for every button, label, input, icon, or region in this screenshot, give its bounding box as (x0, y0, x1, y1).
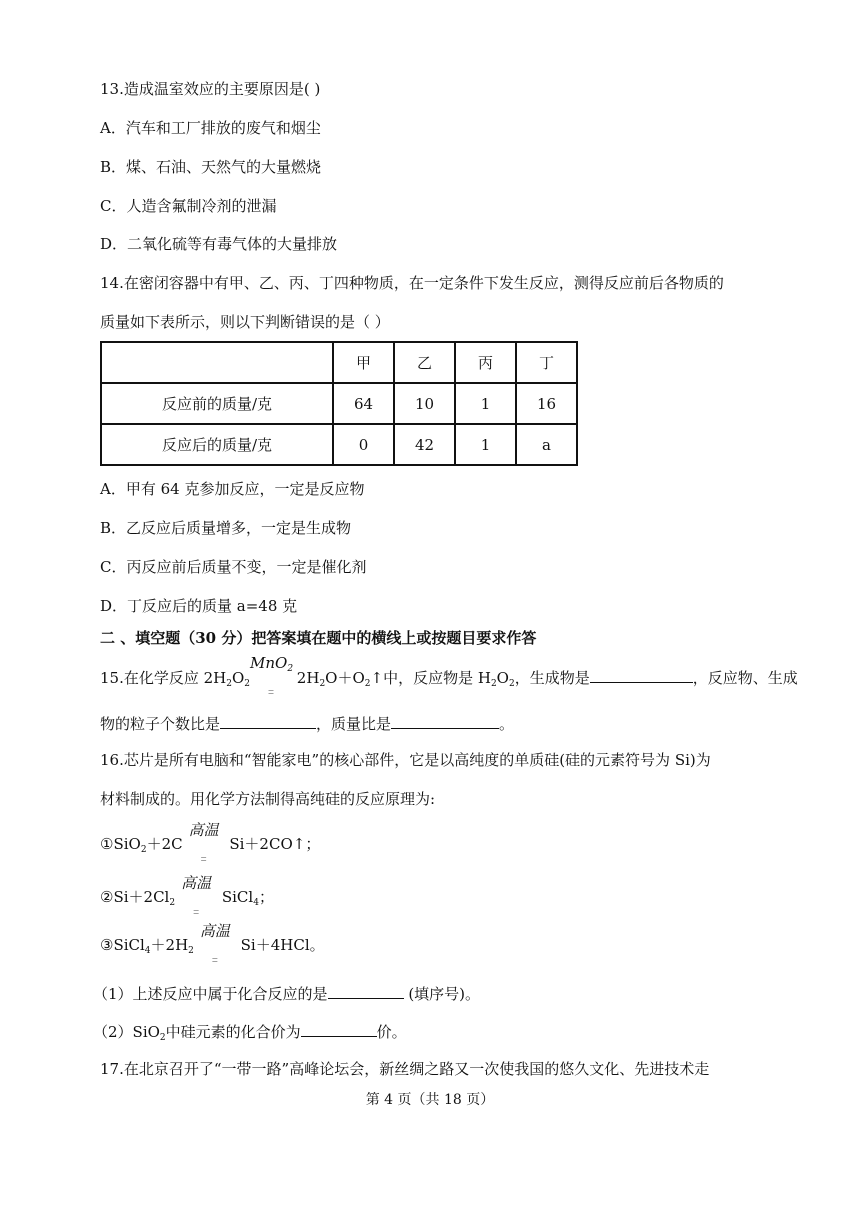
table-cell: 反应前的质量/克 (101, 383, 333, 424)
q14-option-b: B．乙反应后质量增多，一定是生成物 (100, 519, 352, 537)
table-header-cell: 乙 (394, 342, 455, 383)
q14-option-c: C．丙反应前后质量不变，一定是催化剂 (100, 558, 367, 576)
table-cell: 16 (516, 383, 577, 424)
reaction-1: ①SiO$_2$＋2C 高温 _ ‾ Si＋2CO↑； (100, 821, 321, 871)
q13-option-a: A．汽车和工厂排放的废气和烟尘 (100, 119, 321, 137)
reaction-condition: 高温 _ ‾ (181, 874, 212, 924)
reaction-condition: 高温 _ ‾ (199, 922, 230, 972)
reaction-2: $②Si+2Cl_2$ 高温 _ ‾ SiCl$_4$； (100, 874, 274, 924)
table-cell: 42 (394, 424, 455, 465)
q15-line1: 15.在化学反应 $2H_2O_2$ MnO$_2$ _ ‾ $2H_2O+O_2↑$中，反应物是 $H_2O_2$，生成物是 ，反应物、生成 (100, 654, 798, 704)
q13-stem: 13.造成温室效应的主要原因是( ) (100, 80, 321, 98)
q16-sub-2: （2）SiO$_2$中硅元素的化合价为 价。 (93, 1023, 407, 1043)
mass-table (100, 341, 578, 466)
products-blank[interactable] (590, 667, 693, 683)
q17-stem: 17.在北京召开了“一带一路”高峰论坛会，新丝绸之路又一次使我国的悠久文化、先进技术走 (100, 1060, 710, 1078)
table-cell: 0 (333, 424, 394, 465)
table-row (101, 383, 577, 424)
table-header-cell: 丙 (455, 342, 516, 383)
table-cell: 1 (455, 383, 516, 424)
table-header-cell: 丁 (516, 342, 577, 383)
table-header-cell: 甲 (333, 342, 394, 383)
table-header-row (101, 342, 577, 383)
q16-sub-1: （1）上述反应中属于化合反应的是 (填序号)。 (93, 985, 481, 1003)
q14-option-a: A．甲有 64 克参加反应，一定是反应物 (100, 480, 365, 498)
valence-blank[interactable] (301, 1021, 377, 1037)
particle-ratio-blank[interactable] (220, 713, 316, 729)
q13-option-b: B．煤、石油、天然气的大量燃烧 (100, 158, 322, 176)
table-header-cell (101, 342, 333, 383)
q13-option-c: C．人造含氟制冷剂的泄漏 (100, 197, 277, 215)
q16-stem-line1: 16.芯片是所有电脑和“智能家电”的核心部件，它是以高纯度的单质硅(硅的元素符号为 Si)为 (100, 751, 711, 769)
reaction-condition: MnO$_2$ _ ‾ (250, 654, 294, 704)
table-row (101, 424, 577, 465)
section-title: 二 、填空题（30 分）把答案填在题中的横线上或按题目要求作答 (100, 629, 537, 647)
combination-reaction-blank[interactable] (328, 983, 404, 999)
q14-stem-line1: 14.在密闭容器中有甲、乙、丙、丁四种物质，在一定条件下发生反应，测得反应前后各物质的 (100, 274, 724, 292)
reaction-condition: 高温 _ ‾ (188, 821, 219, 871)
q15-line2: 物的粒子个数比是 ，质量比是 。 (100, 715, 515, 733)
reaction-3: $③SiCl_4+2H_2$ 高温 _ ‾ Si＋4HCl。 (100, 922, 325, 972)
table-cell: 10 (394, 383, 455, 424)
q14-option-d: D．丁反应后的质量 a=48 克 (100, 597, 298, 615)
table-cell: 反应后的质量/克 (101, 424, 333, 465)
table-cell: a (516, 424, 577, 465)
q16-stem-line2: 材料制成的。用化学方法制得高纯硅的反应原理为: (100, 790, 436, 808)
table-cell: 64 (333, 383, 394, 424)
q13-option-d: D．二氧化硫等有毒气体的大量排放 (100, 235, 338, 253)
q14-stem-line2: 质量如下表所示，则以下判断错误的是（ ） (100, 313, 390, 331)
table-cell: 1 (455, 424, 516, 465)
mass-ratio-blank[interactable] (391, 713, 499, 729)
page-footer: 第 4 页（共 18 页） (365, 1092, 495, 1108)
